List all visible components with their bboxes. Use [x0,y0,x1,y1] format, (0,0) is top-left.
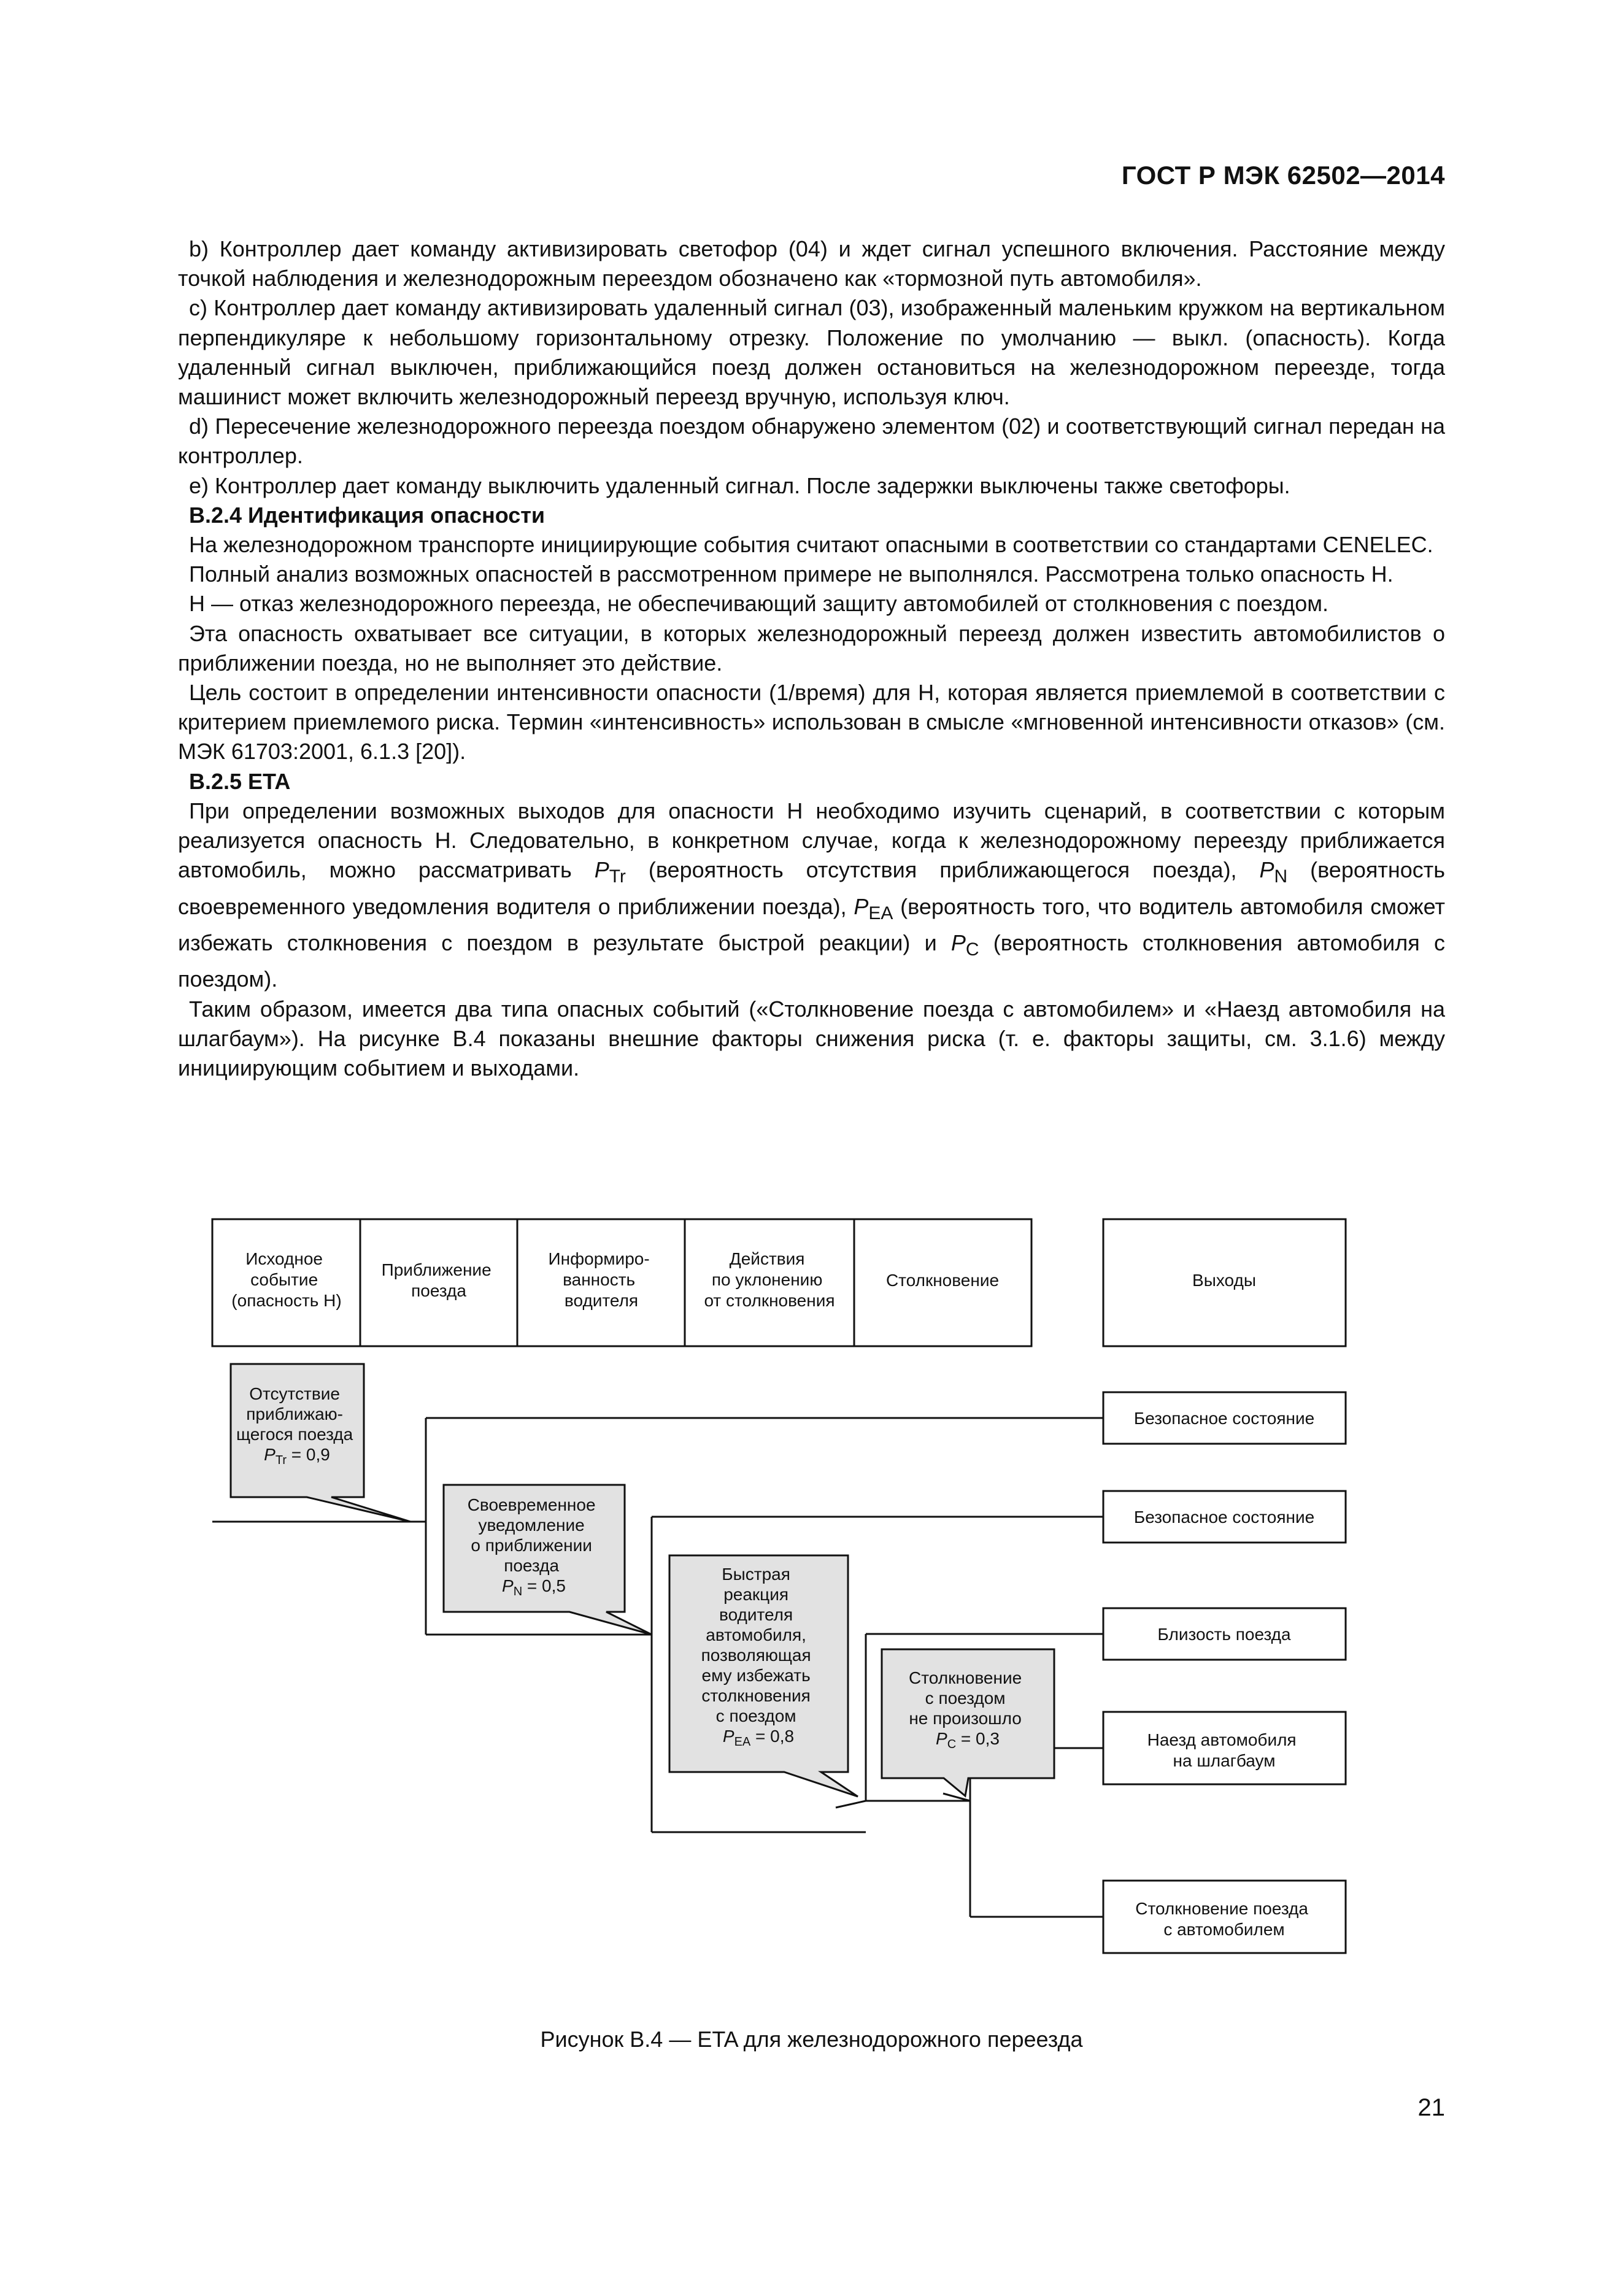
section-heading-b25: В.2.5 ETA [189,768,291,794]
b24-paragraph: Н — отказ железнодорожного переезда, не обеспечивающий защиту автомобилей от столкновения с поездом. [189,591,1329,617]
outcome-safe-state-1: Безопасное состояние [1133,1409,1315,1428]
paragraph-b: b) Контроллер дает команду активизировать светофор (04) и ждет сигнал успешного включения. Расстояние между точкой наблюдения и железнодорожным переездом обозначено как «тормозной путь автомобиля». [178,236,1445,291]
b24-paragraph: На железнодорожном транспорте инициирующие события считают опасными в соответствии со стандартами CENELEC. [189,532,1433,558]
column-header-initial-event: Исходное событие (опасность Н) [231,1249,342,1310]
paragraph-d: d) Пересечение железнодорожного переезда поездом обнаружено элементом (02) и соответствующий сигнал передан на контроллер. [178,414,1445,469]
callout-fast-reaction-text: Быстрая реакция водителя автомобиля, позволяющая ему избежать столкновения с поездом $P_{EA} = 0,8$ [701,1565,811,1749]
b24-paragraph: Эта опасность охватывает все ситуации, в которых железнодорожный переезд должен известить автомобилистов о приближении поезда, но не выполняет это действие. [178,620,1445,676]
callout-no-collision-text: Столкновение с поездом не произошло $P_C = 0,3$ [909,1668,1022,1751]
outcome-near-miss: Близость поезда [1157,1625,1291,1644]
callout-no-train-text: Отсутствие приближаю- щегося поезда $P_{Tr} = 0,9$ [236,1384,353,1467]
column-header-avoidance-actions: Действия по уклонению от столкновения [704,1249,835,1310]
outcome-barrier-hit: Наезд автомобиля на шлагбаум [1147,1730,1297,1770]
callout-timely-warning-text: Своевременное уведомление о приближении поезда $P_N = 0,5$ [467,1495,596,1598]
section-heading-b24: В.2.4 Идентификация опасности [189,502,545,528]
b24-paragraph: Полный анализ возможных опасностей в рассмотренном примере не выполнялся. Рассмотрена только опасность Н. [189,561,1394,587]
b25-paragraph-1: При определении возможных выходов для опасности Н необходимо изучить сценарий, в соответствии с которым реализуется опасность Н. Следовательно, в конкретном случае, когда к железнодорожному переезду приближается автомобиль, можно рассматривать $P_{Tr}$ (вероятность отсутствия приближающегося поезда), $P_N$ (вероятность своевременного уведомления водителя о приближении поезда), $P_{EA}$ (вероятность того, что водитель автомобиля сможет избежать столкновения с поездом в результате быстрой реакции) и $P_C$ (вероятность столкновения автомобиля с поездом). [178,798,1445,992]
outcome-train-collision: Столкновение поезда с автомобилем [1135,1899,1308,1939]
outcome-safe-state-2: Безопасное состояние [1133,1508,1315,1527]
column-header-train-approach: Приближение поезда [381,1260,492,1300]
paragraph-e: e) Контроллер дает команду выключить удаленный сигнал. После задержки выключены также светофоры. [189,472,1290,498]
page-number: 21 [1417,2094,1445,2121]
column-header-driver-awareness: Информиро- ванность водителя [548,1249,650,1310]
figure-caption: Рисунок В.4 — ETA для железнодорожного переезда [540,2027,1083,2052]
b24-paragraph: Цель состоит в определении интенсивности опасности (1/время) для Н, которая является приемлемой в соответствии с критерием приемлемого риска. Термин «интенсивность» использован в смысле «мгновенной интенсивности отказов» (см. МЭК 61703:2001, 6.1.3 [20]). [178,680,1445,765]
column-header-collision: Столкновение [885,1271,1000,1290]
paragraph-c: c) Контроллер дает команду активизировать удаленный сигнал (03), изображенный маленьким кружком на вертикальном перпендикуляре к небольшому горизонтальному отрезку. Положение по умолчанию — выкл. (опасность). Когда удаленный сигнал выключен, приближающийся поезд должен остановиться на железнодорожном переезде, тогда машинист может включить железнодорожный переезд вручную, используя ключ. [178,295,1445,410]
outputs-header: Выходы [1192,1271,1256,1290]
b25-paragraph-2: Таким образом, имеется два типа опасных событий («Столкновение поезда с автомобилем» и «Наезд автомобиля на шлагбаум»). На рисунке В.4 показаны внешние факторы снижения риска (т. е. факторы защиты, см. 3.1.6) между инициирующим событием и выходами. [178,996,1445,1081]
document-header: ГОСТ Р МЭК 62502—2014 [1121,161,1445,190]
